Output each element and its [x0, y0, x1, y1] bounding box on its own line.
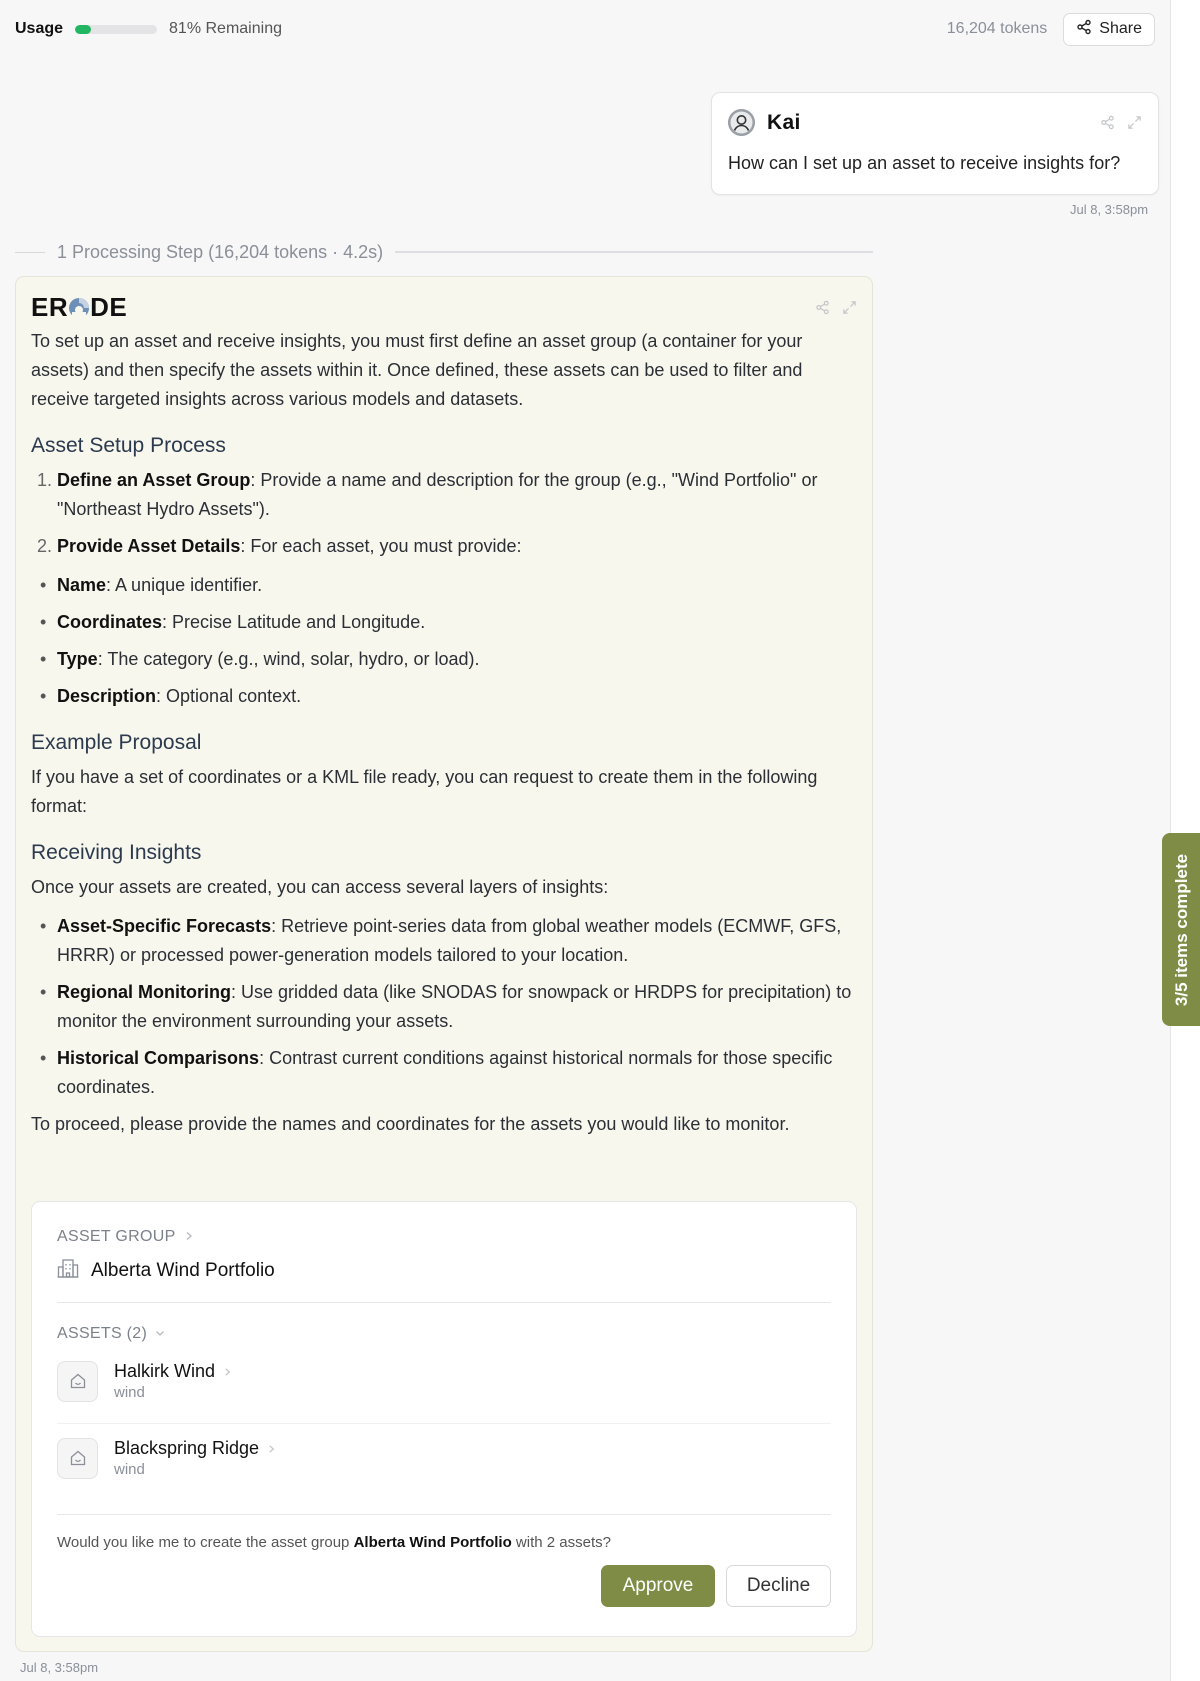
share-icon[interactable] — [1100, 115, 1115, 130]
asset-item[interactable] — [57, 1429, 831, 1487]
asset-group-label: ASSET GROUP — [57, 1228, 176, 1245]
setup-steps-list — [31, 466, 857, 561]
asset-item[interactable] — [57, 1352, 831, 1410]
top-bar — [0, 0, 1170, 58]
share-button[interactable] — [1063, 13, 1155, 46]
user-name: Kai — [767, 110, 801, 134]
usage-label: Usage — [15, 20, 64, 37]
erode-logo: ER DE — [31, 291, 128, 322]
list-item: • Type: The category (e.g., wind, solar, hydro, or load). — [40, 649, 480, 669]
section-heading: Example Proposal — [31, 731, 202, 754]
list-item: • Description: Optional context. — [40, 686, 302, 706]
assistant-message-card — [15, 276, 873, 1652]
chevron-down-icon — [155, 1325, 165, 1343]
confirmation-prompt: Would you like me to create the asset group Alberta Wind Portfolio with 2 assets? — [57, 1534, 611, 1551]
user-avatar-icon — [728, 109, 755, 136]
section-heading: Receiving Insights — [31, 841, 202, 864]
processing-step-label: 1 Processing Step (16,204 tokens · 4.2s) — [57, 241, 384, 262]
list-item: • Asset-Specific Forecasts: Retrieve point-series data from global weather models (ECMWF, GFS, HRRR) or processed power-generation models tailored to your location. — [40, 916, 842, 965]
list-item: 1. Define an Asset Group: Provide a name and description for the group (e.g., "Wind Portfolio" or "Northeast Hydro Assets"). — [37, 470, 818, 519]
asset-group-proposal — [31, 1201, 857, 1637]
assets-label: ASSETS (2) — [57, 1325, 148, 1342]
paragraph: If you have a set of coordinates or a KML file ready, you can request to create them in the following format: — [31, 767, 818, 816]
asset-name: Blackspring Ridge — [114, 1438, 260, 1458]
share-button-label: Share — [1099, 20, 1142, 37]
user-message-timestamp: Jul 8, 3:58pm — [1070, 202, 1149, 217]
asset-name: Halkirk Wind — [114, 1361, 216, 1381]
list-item: • Coordinates: Precise Latitude and Longitude. — [40, 612, 426, 632]
asset-home-icon — [57, 1438, 98, 1479]
paragraph: Once your assets are created, you can access several layers of insights: — [31, 877, 609, 897]
logo-o-glyph-icon — [67, 295, 91, 319]
usage-progress-bar — [75, 25, 157, 34]
asset-type: wind — [114, 1384, 145, 1401]
user-message-card — [711, 92, 1159, 195]
list-item: • Historical Comparisons: Contrast current conditions against historical normals for those specific coordinates. — [40, 1048, 833, 1097]
share-icon — [1076, 19, 1092, 40]
asset-home-icon — [57, 1361, 98, 1402]
token-count: 16,204 tokens — [946, 20, 1048, 37]
processing-step-toggle[interactable] — [15, 241, 873, 263]
assistant-message-timestamp: Jul 8, 3:58pm — [20, 1660, 99, 1675]
progress-side-tab[interactable] — [1162, 833, 1200, 1026]
chevron-right-icon — [267, 1438, 276, 1459]
closing-paragraph: To proceed, please provide the names and coordinates for the assets you would like to monitor. — [31, 1114, 790, 1134]
intro-paragraph: To set up an asset and receive insights, you must first define an asset group (a container for your assets) and then specify the assets within it. Once defined, these assets can be used to filter and receive targeted insights across various models and datasets. — [31, 331, 803, 409]
list-item: • Regional Monitoring: Use gridded data (like SNODAS for snowpack or HRDPS for precipitation) to monitor the environment surrounding your assets. — [40, 982, 852, 1031]
list-item: • Name: A unique identifier. — [40, 575, 263, 595]
asset-group-header[interactable] — [57, 1228, 194, 1246]
share-icon[interactable] — [815, 300, 830, 315]
insights-list — [31, 912, 857, 1102]
chevron-right-icon — [223, 1361, 232, 1382]
list-item: 2. Provide Asset Details: For each asset, you must provide: — [37, 536, 522, 556]
divider — [57, 1423, 831, 1424]
building-icon — [57, 1257, 79, 1284]
assets-toggle[interactable] — [57, 1325, 165, 1343]
asset-type: wind — [114, 1461, 145, 1478]
user-message-text: How can I set up an asset to receive insights for? — [728, 153, 1121, 173]
divider-line — [15, 252, 45, 253]
decline-button[interactable]: Decline — [726, 1565, 831, 1607]
usage-remaining-text: 81% Remaining — [169, 20, 282, 37]
expand-icon[interactable] — [1127, 115, 1142, 130]
asset-details-list — [31, 571, 857, 711]
approve-button[interactable]: Approve — [601, 1565, 715, 1607]
section-heading: Asset Setup Process — [31, 434, 226, 457]
divider-line — [395, 251, 873, 253]
usage-progress-fill — [75, 25, 91, 34]
chevron-right-icon — [184, 1228, 194, 1246]
expand-icon[interactable] — [842, 300, 857, 315]
asset-group-name: Alberta Wind Portfolio — [91, 1259, 275, 1281]
progress-side-tab-label: 3/5 items complete — [1172, 853, 1191, 1006]
divider — [57, 1514, 831, 1515]
divider — [57, 1302, 831, 1303]
